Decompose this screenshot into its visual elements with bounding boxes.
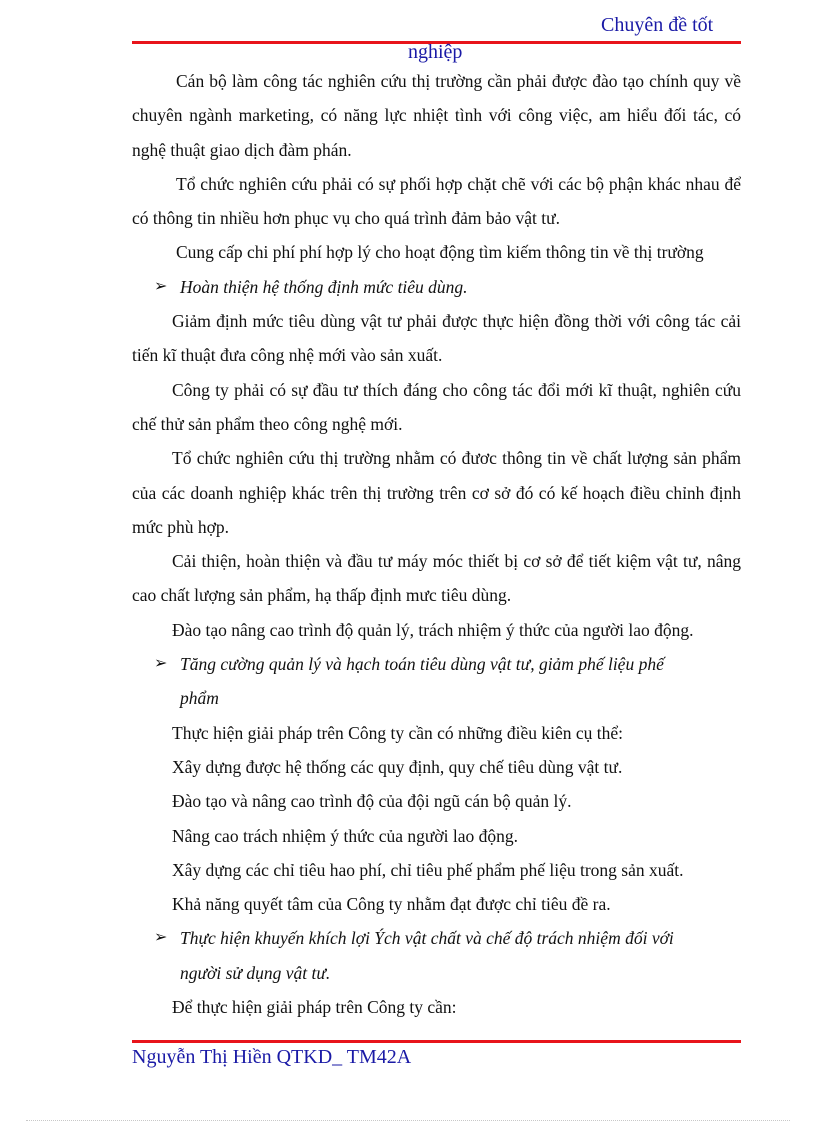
bullet-text: Thực hiện khuyến khích lợi Ých vật chất và chế độ trách nhiệm đối với	[180, 928, 674, 949]
bullet-text-continuation: người sử dụng vật tư.	[180, 962, 331, 983]
paragraph: Cán bộ làm công tác nghiên cứu thị trường cần phải được đào tạo chính quy về chuyên ngành marketing, có năng lực nhiệt tình với công việc, am hiểu đối tác, có nghệ thuật giao dịch đàm phán.	[132, 71, 741, 160]
paragraph: Để thực hiện giải pháp trên Công ty cần:	[172, 997, 457, 1018]
body-text	[132, 64, 741, 1024]
footer-rule	[132, 1040, 741, 1043]
header-title-continuation: nghiệp	[408, 41, 463, 63]
footer-author: Nguyễn Thị Hiền QTKD_ TM42A	[132, 1046, 412, 1068]
paragraph: Tổ chức nghiên cứu phải có sự phối hợp chặt chẽ với các bộ phận khác nhau để có thông tin nhiều hơn phục vụ cho quá trình đảm bảo vật tư.	[132, 173, 741, 229]
paragraph: Giảm định mức tiêu dùng vật tư phải được thực hiện đồng thời với công tác cải tiến kĩ thuật đưa công nhệ mới vào sản xuất.	[132, 311, 741, 366]
paragraph: Cung cấp chi phí phí hợp lý cho hoạt động tìm kiếm thông tin về thị trường	[176, 242, 704, 263]
paragraph: Xây dựng được hệ thống các quy định, quy chế tiêu dùng vật tư.	[172, 756, 623, 777]
arrowhead-bullet-icon: ➢	[154, 929, 168, 947]
paragraph: Khả năng quyết tâm của Công ty nhằm đạt được chỉ tiêu đề ra.	[172, 894, 611, 915]
arrowhead-bullet-icon: ➢	[154, 655, 168, 673]
arrowhead-bullet-icon: ➢	[154, 277, 168, 295]
paragraph: Nâng cao trách nhiệm ý thức của người lao động.	[172, 825, 519, 846]
paragraph: Đào tạo và nâng cao trình độ của đội ngũ cán bộ quản lý.	[172, 791, 572, 812]
paragraph: Cải thiện, hoàn thiện và đầu tư máy móc thiết bị cơ sở để tiết kiệm vật tư, nâng cao chất lượng sản phẩm, hạ thấp định mưc tiêu dùng.	[132, 551, 741, 606]
paragraph: Xây dựng các chỉ tiêu hao phí, chỉ tiêu phế phẩm phế liệu trong sản xuất.	[172, 859, 684, 880]
bullet-item	[132, 647, 741, 716]
paragraph: Đào tạo nâng cao trình độ quản lý, trách nhiệm ý thức của người lao động.	[172, 619, 694, 640]
bullet-text: Tăng cường quản lý và hạch toán tiêu dùng vật tư, giảm phế liệu phế	[180, 654, 664, 675]
page-bottom-border	[26, 1120, 790, 1121]
paragraph: Thực hiện giải pháp trên Công ty cần có những điều kiên cụ thể:	[172, 722, 624, 743]
bullet-item	[132, 270, 741, 304]
paragraph: Công ty phải có sự đầu tư thích đáng cho công tác đổi mới kĩ thuật, nghiên cứu chế thử sản phẩm theo công nghệ mới.	[132, 379, 741, 434]
bullet-item	[132, 921, 741, 990]
header-title: Chuyên đề tốt	[601, 14, 714, 36]
paragraph: Tổ chức nghiên cứu thị trường nhằm có đươc thông tin về chất lượng sản phẩm của các doanh nghiệp khác trên thị trường trên cơ sở đó có kế hoạch điều chỉnh định mức phù hợp.	[132, 448, 741, 537]
bullet-text: Hoàn thiện hệ thống định mức tiêu dùng.	[180, 276, 468, 297]
bullet-text-continuation: phẩm	[180, 688, 219, 709]
